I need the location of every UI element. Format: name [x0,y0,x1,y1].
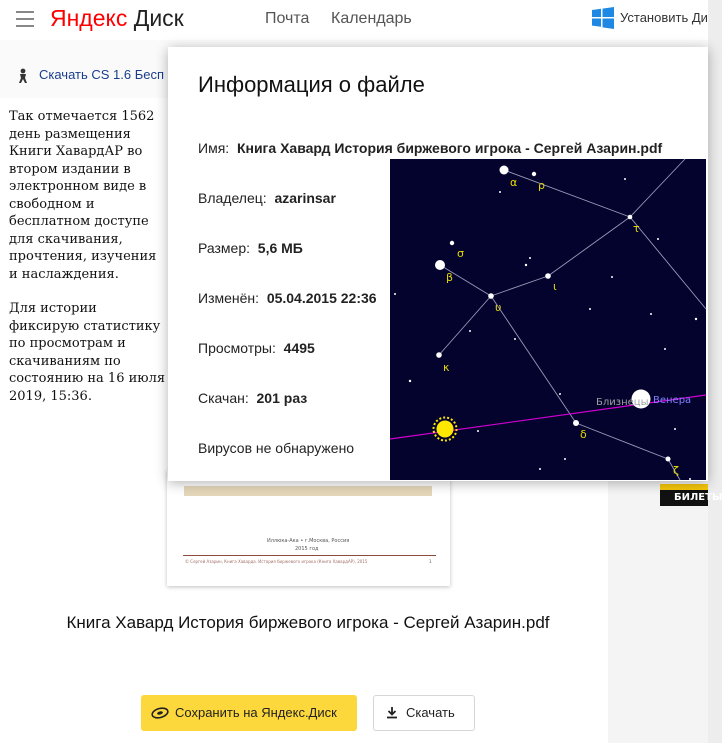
field-views [198,340,315,356]
label-alpha: α [510,176,518,189]
save-button-label: Сохранить на Яндекс.Диск [175,705,337,720]
logo-product: Диск [133,5,184,31]
label-upsilon: υ [495,301,502,314]
label-kappa: κ [443,361,450,374]
file-info-modal [168,47,708,481]
modified-value: 05.04.2015 22:36 [266,290,377,306]
preview-line-1: Иллюка-Ака • г.Москва, Россия [267,538,350,544]
description-paragraph-2: Для истории фиксирую статистику по просмотрам и скачиваниям по состоянию на 16 июля 2019, 15:36. [9,301,166,404]
save-to-disk-button[interactable] [141,695,357,731]
downloads-label: Скачан: [198,390,249,406]
yandex-disk-logo[interactable] [50,5,184,32]
label-sigma: σ [457,247,464,260]
field-owner [198,190,336,206]
ad-label: БИЛЕТЫ [660,490,708,506]
venus-label: Венера [653,395,692,406]
name-value: Книга Хавард История биржевого игрока - Сергей Азарин.pdf [236,140,663,156]
ad-banner[interactable] [660,484,722,506]
preview-rule [183,555,436,556]
views-label: Просмотры: [198,340,276,356]
modal-title: Информация о файле [198,72,425,97]
constellation-lines [439,159,706,480]
logo-brand: Яндекс [50,5,128,31]
label-iota: ι [553,280,557,293]
nav-mail[interactable]: Почта [265,10,310,27]
owner-value: azarinsar [274,190,336,206]
install-disk-link[interactable]: Установить Ди [620,10,708,25]
gemini-label: Близнецы [596,397,649,408]
windows-icon[interactable] [592,7,614,29]
sun-icon [434,418,457,441]
downloads-value: 201 раз [256,390,308,406]
nav-calendar[interactable]: Календарь [331,10,412,27]
cs-icon [16,68,30,84]
name-label: Имя: [198,140,230,156]
size-value: 5,6 МБ [257,240,303,256]
download-button[interactable] [373,695,475,731]
top-bar [0,0,708,40]
disk-icon [151,707,169,719]
virus-status: Вирусов не обнаружено [198,440,355,456]
views-value: 4495 [283,340,315,356]
preview-line-2: 2015 год [295,546,319,552]
preview-header-band [184,486,432,496]
cs-download-link[interactable]: Скачать CS 1.6 Бесп [39,67,165,82]
download-icon [386,706,398,719]
size-label: Размер: [198,240,251,256]
label-delta: δ [580,428,587,441]
label-rho: ρ [538,179,545,192]
label-zeta: ζ [673,464,679,477]
field-downloads [198,390,307,406]
field-modified [198,290,377,306]
preview-footer: © Сергей Азарин, Книга Хаварда. История биржевого игрока (Книга ХавардАР), 2015 [185,559,368,564]
menu-icon[interactable] [16,11,34,27]
download-button-label: Скачать [406,705,455,720]
file-title: Книга Хавард История биржевого игрока - Сергей Азарин.pdf [66,613,550,632]
preview-page-number: 1 [429,559,432,564]
label-tau: τ [633,222,640,235]
owner-label: Владелец: [198,190,267,206]
modified-label: Изменён: [198,290,260,306]
field-size [198,240,303,256]
star-map-image [390,159,706,480]
document-preview[interactable] [167,470,450,586]
field-name [198,140,662,156]
description-paragraph-1: Так отмечается 1562 день размещения Книги ХавардАР во втором издании в электронном виде в свободном и бесплатном доступе для скачивания, прочтения, изучения и наслаждения. [9,109,157,282]
label-beta: β [446,271,454,284]
description-text [9,108,167,422]
